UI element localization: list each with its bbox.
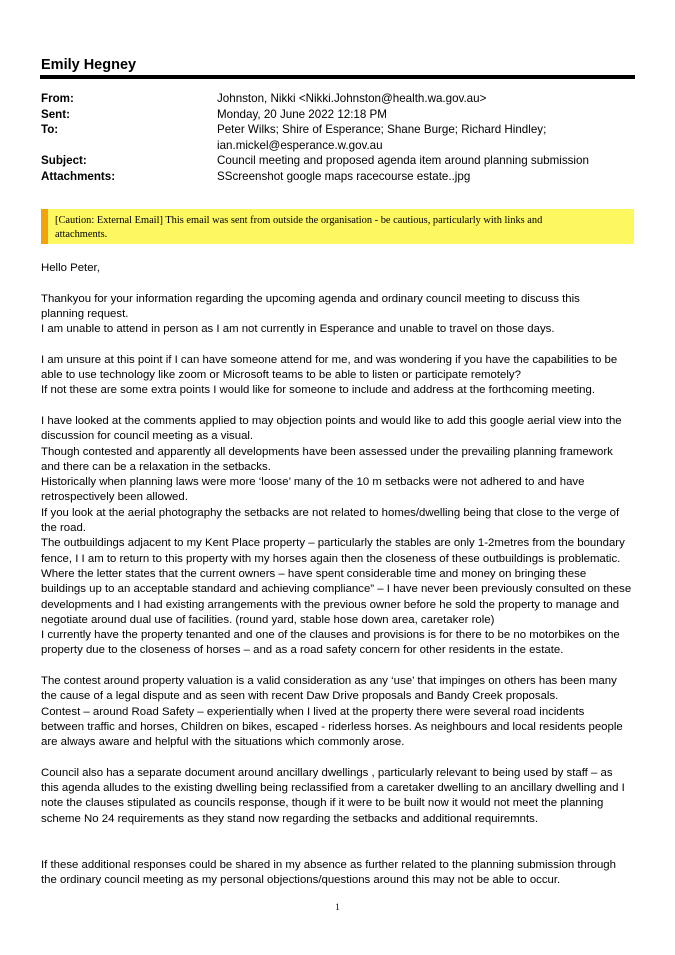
body-line: this agenda alludes to the existing dwelling being reclassified from a caretaker dwelling to an ancillary dwelling and I xyxy=(41,782,625,795)
blank-line xyxy=(41,827,641,842)
body-line: Where the letter states that the current owners – have spent considerable time and money on bringing these xyxy=(41,567,587,580)
subject-value: Council meeting and proposed agenda item around planning submission xyxy=(217,154,589,168)
body-line: fence, I I am to return to this property with my horses again then the closeness of these outbuildings is problematic. xyxy=(41,552,621,565)
email-body xyxy=(41,261,641,888)
body-line: planning request. xyxy=(41,307,129,320)
body-line: the ordinary council meeting as my personal objections/questions around this may not be able to occur. xyxy=(41,873,561,886)
body-line: discussion for council meeting as a visual. xyxy=(41,430,254,443)
blank-line xyxy=(41,842,641,857)
attachments-row xyxy=(41,169,641,185)
body-line: If you look at the aerial photography the setbacks are not related to homes/dwelling being that close to the verge of xyxy=(41,506,620,519)
to-value-line: Peter Wilks; Shire of Esperance; Shane Burge; Richard Hindley; xyxy=(217,123,547,137)
body-line: I am unable to attend in person as I am not currently in Esperance and unable to travel on those days. xyxy=(41,323,555,336)
blank-line xyxy=(41,337,641,352)
external-email-caution-banner xyxy=(41,209,634,244)
body-line: scheme No 24 requirements as they stand now regarding the setbacks and additional requiremnts. xyxy=(41,812,539,825)
spacer xyxy=(41,276,641,291)
from-row xyxy=(41,91,641,107)
sent-label: Sent: xyxy=(41,107,70,121)
mailbox-owner-name: Emily Hegney xyxy=(41,57,137,73)
to-row xyxy=(41,122,641,153)
body-line: If not these are some extra points I would like for someone to include and address at the forthcoming meeting. xyxy=(41,384,596,397)
from-label: From: xyxy=(41,92,74,105)
body-line: Thankyou for your information regarding the upcoming agenda and ordinary council meeting to discuss this xyxy=(41,292,580,305)
body-line: are always aware and helpful with the situations which commonly arose. xyxy=(41,736,405,749)
body-line: property due to the closeness of horses – and as a road safety concern for other residents in the estate. xyxy=(41,644,564,657)
body-line: note the clauses stipulated as councils response, though if it were to be built now it would not meet the planning xyxy=(41,797,604,810)
sent-row xyxy=(41,107,641,123)
body-line: The outbuildings adjacent to my Kent Place property – particularly the stables are only 1-2metres from the boundary xyxy=(41,537,625,550)
body-line: The contest around property valuation is a valid consideration as any ‘use’ that impinges on others has been many xyxy=(41,675,617,688)
blank-line xyxy=(41,399,641,414)
sent-value: Monday, 20 June 2022 12:18 PM xyxy=(217,107,387,121)
greeting: Hello Peter, xyxy=(41,262,100,274)
body-line: Historically when planning laws were more ‘loose’ many of the 10 m setbacks were not adhered to and have xyxy=(41,476,585,489)
body-line: I currently have the property tenanted and one of the clauses and provisions is for there to be no motorbikes on the xyxy=(41,629,620,642)
caution-line: [Caution: External Email] This email was sent from outside the organisation - be cautious, particularly with links and xyxy=(55,215,543,226)
body-line: I am unsure at this point if I can have someone attend for me, and was wondering if you have the capabilities to be xyxy=(41,353,618,366)
attachments-label: Attachments: xyxy=(41,169,116,183)
body-line: developments and I had existing arrangements with the previous owner before he sold the property to manage and xyxy=(41,598,620,611)
body-line: negotiate around dual use of facilities. (round yard, stable hose down area, caretaker role) xyxy=(41,613,495,626)
to-value-line: ian.mickel@esperance.w.gov.au xyxy=(217,138,383,152)
to-label: To: xyxy=(41,123,59,137)
body-line: able to use technology like zoom or Microsoft teams to be able to listen or participate remotely? xyxy=(41,369,521,382)
to-value xyxy=(217,122,641,153)
body-line: retrospectively been allowed. xyxy=(41,491,188,504)
from-value: Johnston, Nikki <Nikki.Johnston@health.wa.gov.au> xyxy=(217,92,487,105)
body-line: Council also has a separate document around ancillary dwellings , particularly relevant to being used by staff – as xyxy=(41,766,613,779)
caution-accent-bar xyxy=(41,209,48,244)
email-header xyxy=(41,91,641,185)
attachments-value: SScreenshot google maps racecourse estate..jpg xyxy=(217,169,471,183)
subject-row xyxy=(41,153,641,169)
page-number: 1 xyxy=(335,902,340,912)
blank-line xyxy=(41,659,641,674)
caution-text xyxy=(55,214,625,241)
body-line: If these additional responses could be shared in my absence as further related to the planning submission through xyxy=(41,858,616,871)
subject-label: Subject: xyxy=(41,154,87,168)
body-line: buildings up to an acceptable standard and achieving compliance” – I have never been previously consulted on these xyxy=(41,583,632,596)
caution-line: attachments. xyxy=(55,228,108,240)
body-line: and there can be a relaxation in the setbacks. xyxy=(41,460,271,473)
header-divider xyxy=(40,75,635,79)
body-line: Contest – around Road Safety – experientially when I lived at the property there were several road incidents xyxy=(41,705,585,718)
body-line: the cause of a legal dispute and as seen with recent Daw Drive proposals and Bandy Creek proposals. xyxy=(41,690,559,703)
body-line: between traffic and horses, Children on bikes, escaped - riderless horses. As neighbours and local residents people xyxy=(41,720,623,733)
body-line: Though contested and apparently all developments have been assessed under the prevailing planning framework xyxy=(41,445,613,458)
blank-line xyxy=(41,751,641,766)
body-line: the road. xyxy=(41,522,86,535)
body-text xyxy=(41,292,641,889)
body-line: I have looked at the comments applied to may objection points and would like to add this google aerial view into the xyxy=(41,414,622,427)
